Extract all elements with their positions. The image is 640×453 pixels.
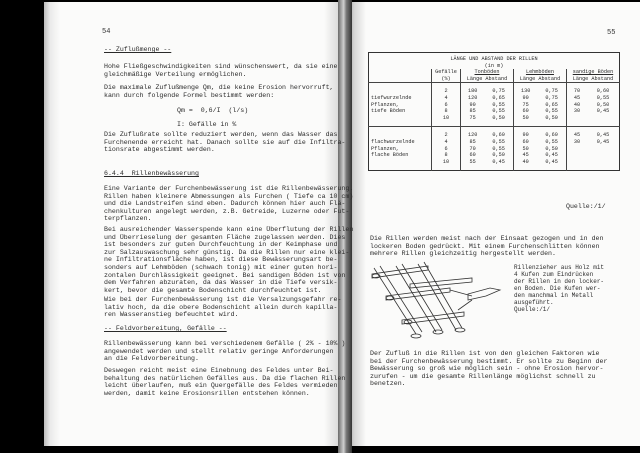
cell-ton-abstand: 0,45 xyxy=(492,158,505,165)
cell-sand-laenge xyxy=(566,159,587,171)
cell-sand-laenge: 30 xyxy=(566,139,587,146)
cell-sand-abstand xyxy=(587,146,620,153)
cell-ton-laenge: 120 xyxy=(461,95,485,102)
rillen-table xyxy=(368,52,620,171)
header-sandige-boeden xyxy=(566,69,619,83)
cell-sand-abstand: 0,55 xyxy=(596,94,610,101)
cell-lehm-laenge: 60 xyxy=(513,139,537,146)
paragraph: Die Rillen werden meist nach der Einsaat gezogen und in den lockeren Boden gedrückt. Mit einem Furchenschlitten können mehrere Rillen gleichzeitig hergestellt werden. xyxy=(370,235,604,258)
header-gefaelle: Gefälle (%) xyxy=(432,69,461,83)
cell-lehm-laenge: 45 xyxy=(513,152,537,159)
cell-ton-abstand: 0,55 xyxy=(492,145,505,152)
cell-ton-laenge: 55 xyxy=(461,159,485,171)
cell-lehm-abstand: 0,50 xyxy=(545,145,558,152)
table-title-text: LÄNGE UND ABSTAND DER RILLEN xyxy=(450,56,538,62)
cell-sand-laenge: 45 xyxy=(566,95,587,102)
cell-ton-abstand: 0,50 xyxy=(492,114,505,121)
cell-sand-laenge: 30 xyxy=(566,108,587,115)
paragraph: Bei ausreichender Wasserspende kann eine Überflutung der Rillen und Überrieselung der gesamten Fläche zugelassen werden. Dies ist besonders zur guten Durchfeuchtung in der Keimphase und zur Salzauswaschung sehr günstig. Da die Rillen nur eine klei- ne Infiltrationsfläche haben, ist diese Bewässerungsart be- sonders auf Lehmböden (schwach tonig) mit einer guten hori- zontalen Durchlässigkeit geeignet. Bei sandigen Böden ist von dem Verfahren abzuraten, da das Wasser in die Tiefe versik- kert, bevor die gesamte Bodenschicht durchfeuchtet ist. xyxy=(104,226,354,294)
cell-gefaelle: 2 xyxy=(432,83,461,95)
cell-ton-laenge: 85 xyxy=(461,108,485,115)
cell-ton-abstand: 0,75 xyxy=(484,83,513,95)
cell-lehm-abstand: 0,75 xyxy=(545,94,558,101)
cell-lehm-abstand: 0,55 xyxy=(545,138,558,145)
cell-sand-abstand: 0,45 xyxy=(587,127,620,139)
cell-sand-abstand xyxy=(587,152,620,159)
header-tonboeden xyxy=(461,69,514,83)
cell-sand-abstand: 0,50 xyxy=(596,101,610,108)
cell-ton-laenge: 90 xyxy=(461,102,485,109)
cell-gefaelle: 4 xyxy=(432,139,461,146)
cell-gefaelle: 6 xyxy=(432,102,461,109)
cell-sand-laenge: 70 xyxy=(566,83,587,95)
cell-lehm-laenge: 90 xyxy=(513,127,537,139)
header-label: Lehmböden xyxy=(525,69,554,76)
cell-sand-abstand: 0,60 xyxy=(587,83,620,95)
cell-ton-abstand: 0,55 xyxy=(492,101,505,108)
header-sub: Länge Abstand xyxy=(519,75,561,82)
cell-sand-laenge: 45 xyxy=(566,127,587,139)
group-label: flachwurzelnde Pflanzen, flache Böden xyxy=(369,127,432,171)
cell-lehm-laenge: 50 xyxy=(513,146,537,153)
cell-ton-laenge: 120 xyxy=(461,127,485,139)
formula: Qm = 0,6/I (l/s) xyxy=(177,107,249,114)
cell-lehm-abstand: 0,45 xyxy=(545,158,558,165)
cell-lehm-laenge: 50 xyxy=(513,115,537,127)
page-number-left: 54 xyxy=(102,28,111,36)
cell-sand-abstand xyxy=(587,159,620,171)
group-label: tiefwurzelnde Pflanzen, tiefe Böden xyxy=(369,83,432,127)
cell-lehm-laenge: 40 xyxy=(513,159,537,171)
table-source: Quelle:/1/ xyxy=(566,203,606,210)
cell-lehm-laenge: 90 xyxy=(513,95,537,102)
cell-ton-abstand: 0,55 xyxy=(492,138,505,145)
table-title xyxy=(369,53,620,70)
heading-rillenbewaesserung: 6.4.4 Rillenbewässerung xyxy=(104,170,199,177)
cell-gefaelle: 8 xyxy=(432,108,461,115)
table-row xyxy=(369,127,620,139)
heading-feldvorbereitung: -- Feldvorbereitung, Gefälle -- xyxy=(104,325,227,332)
paragraph: Hohe Fließgeschwindigkeiten sind wünschenswert, da sie eine gleichmäßige Verteilung ermöglichen. xyxy=(104,63,338,78)
cell-sand-laenge: 40 xyxy=(566,102,587,109)
header-sub: Länge Abstand xyxy=(466,75,508,82)
runner-3 xyxy=(418,262,462,330)
header-lehmboeden xyxy=(513,69,566,83)
paragraph: Der Zufluß in die Rillen ist von den gleichen Faktoren wie bei der Furchenbewässerung bestimmt. Er sollte zu Beginn der Bewässerung so groß wie möglich sein - ohne Erosion hervor- zurufen - um die gesamte Rillenlänge möglichst schnell zu benetzen. xyxy=(370,350,608,388)
cell-gefaelle: 10 xyxy=(432,115,461,127)
heading-zuflussmenge: -- Zuflußmenge -- xyxy=(104,46,172,53)
cell-gefaelle: 4 xyxy=(432,95,461,102)
cell-ton-laenge: 180 xyxy=(461,83,485,95)
cell-ton-abstand: 0,55 xyxy=(492,108,505,115)
paragraph: Rillenbewässerung kann bei verschiedenem Gefälle ( 2% - 10% ) angewendet werden und stellt relativ geringe Anforderungen an die Feldvorbereitung. xyxy=(104,340,346,363)
formula-note: I: Gefälle in % xyxy=(177,121,237,128)
cell-lehm-abstand: 0,45 xyxy=(545,152,558,159)
cell-ton-laenge: 75 xyxy=(461,115,485,127)
cell-sand-abstand xyxy=(587,115,620,127)
cell-gefaelle: 6 xyxy=(432,146,461,153)
cell-lehm-abstand: 0,50 xyxy=(545,114,558,121)
paragraph: Deswegen reicht meist eine Einebnung des Feldes unter Bei- behaltung des natürlichen Gefälles aus. Da die flachen Rillen leicht überlaufen, muß ein Quergefälle des Feldes vermieden werden, damit keine Erosionsrillen entstehen können. xyxy=(104,367,346,397)
cell-sand-laenge xyxy=(566,115,587,127)
cell-gefaelle: 10 xyxy=(432,159,461,171)
cell-sand-laenge xyxy=(566,152,587,159)
paragraph: Die Zuflußrate sollte reduziert werden, wenn das Wasser das Furchenende erreicht hat. Danach sollte sie auf die Infiltra- tionsrate abgestimmt werden. xyxy=(104,131,346,154)
cell-lehm-abstand: 0,55 xyxy=(545,108,558,115)
header-label: Tonböden xyxy=(474,69,500,76)
cell-ton-laenge: 70 xyxy=(461,146,485,153)
figure-caption: Rillenzieher aus Holz mit 4 Kufen zum Eindrücken der Rillen in den locker- en Boden. Die Kufen wer- den manchmal in Metall ausgeführt. Quelle:/1/ xyxy=(514,264,605,313)
cell-ton-abstand: 0,50 xyxy=(492,152,505,159)
runner-1 xyxy=(374,266,422,334)
table-unit: (in m) xyxy=(484,62,504,69)
cell-lehm-laenge: 60 xyxy=(513,108,537,115)
paragraph: Eine Variante der Furchenbewässerung ist die Rillenbewässerung. Rillen haben kleinere Abmessungen als Furchen ( Tiefe ca 10 cm) und die Landstreifen sind eben. Dadurch können hier auch Flä- chenkulturen angelegt werden, z.B. Getreide, Luzerne oder Fut- terpflanzen. xyxy=(104,185,354,223)
header-sub: Länge Abstand xyxy=(572,75,614,82)
cell-gefaelle: 2 xyxy=(432,127,461,139)
cell-gefaelle: 8 xyxy=(432,152,461,159)
cell-lehm-abstand: 0,75 xyxy=(537,83,566,95)
cell-ton-abstand: 0,65 xyxy=(492,94,505,101)
paragraph: Wie bei der Furchenbewässerung ist die Versalzungsgefahr re- lativ hoch, da die obere Bodenschicht allein durch kapilla- ren Wasseranstieg befeuchtet wird. xyxy=(104,296,342,319)
cell-sand-abstand: 0,45 xyxy=(596,138,610,145)
cell-lehm-abstand: 0,65 xyxy=(545,101,558,108)
cell-sand-laenge xyxy=(566,146,587,153)
cell-lehm-laenge: 75 xyxy=(513,102,537,109)
cell-ton-laenge: 60 xyxy=(461,152,485,159)
table-row xyxy=(369,83,620,95)
cell-lehm-laenge: 130 xyxy=(513,83,537,95)
paragraph: Die maximale Zuflußmenge Qm, die keine Erosion hervorruft, kann durch folgende Formel bestimmt werden: xyxy=(104,84,334,99)
rillenzieher-illustration xyxy=(368,260,508,342)
page-number-right: 55 xyxy=(607,29,616,37)
cell-lehm-abstand: 0,60 xyxy=(537,127,566,139)
cell-ton-abstand: 0,60 xyxy=(484,127,513,139)
cell-sand-abstand: 0,45 xyxy=(596,108,610,115)
cell-ton-laenge: 85 xyxy=(461,139,485,146)
header-label: sandige Böden xyxy=(572,69,614,76)
